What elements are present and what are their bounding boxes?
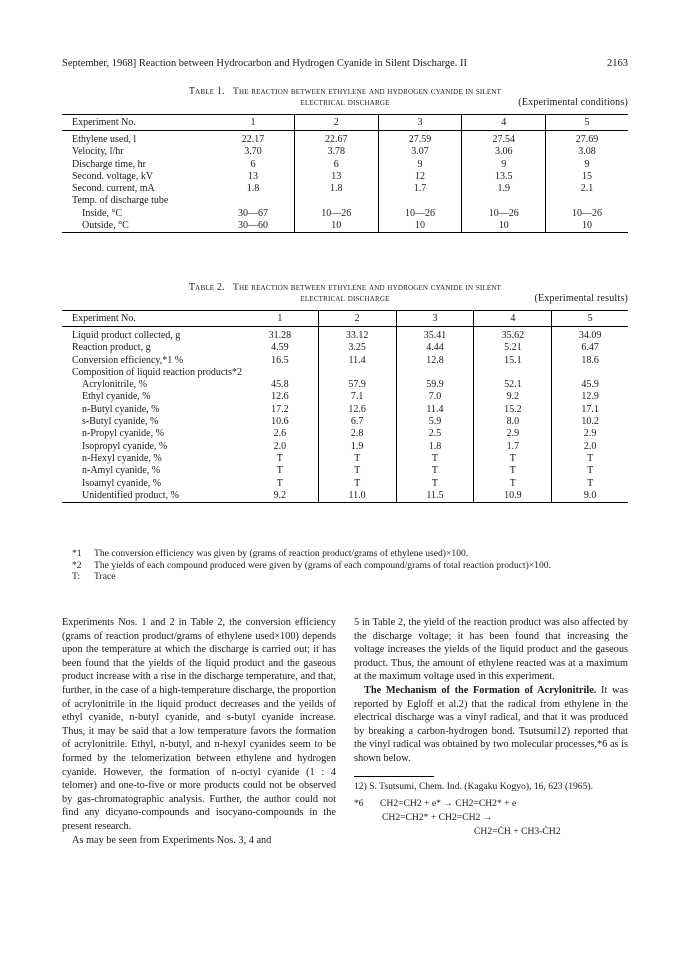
table-cell: 31.28 — [268, 330, 292, 341]
section-text: It was reported by Egloff et al.2) that the radical from ethylene in the electrical discharge was a vinyl radical, and that it was produced by breaking a carbon-hydrogen bond. Tsutsumi12) reported that the vinyl radical was obtained by two molecular processes,*6 as is shown below. — [354, 684, 628, 764]
table-cell: 12.9 — [552, 391, 628, 403]
table-cell: 27.69 — [546, 131, 628, 147]
table-cell: T — [276, 452, 283, 464]
table-cell: 9 — [462, 159, 546, 171]
table-cell: 5.21 — [474, 342, 552, 354]
table-1 — [62, 114, 628, 233]
table-row — [62, 327, 628, 343]
table-row — [62, 171, 628, 183]
table-cell: 3.70 — [244, 146, 262, 158]
table-cell: 34.09 — [552, 327, 628, 343]
table-cell: T — [318, 465, 396, 477]
table-cell: T — [276, 477, 283, 489]
table-cell: 2.6 — [273, 428, 287, 440]
row-label: Conversion efficiency,*1 % — [72, 354, 184, 366]
table-1-block — [62, 86, 628, 233]
table-row — [62, 131, 628, 147]
table-2-exp-1: 1 — [277, 313, 283, 324]
table-cell: 12.6 — [318, 404, 396, 416]
table-cell: 11.4 — [396, 404, 474, 416]
body-paragraph-4 — [354, 684, 628, 766]
row-label: Inside, °C — [82, 207, 123, 219]
table-cell — [462, 195, 546, 207]
table-cell: 17.1 — [552, 404, 628, 416]
table-row — [62, 146, 628, 158]
table-cell: T — [552, 478, 628, 490]
table-cell: 2.0 — [552, 441, 628, 453]
table-cell: 1.9 — [462, 183, 546, 195]
table-cell — [546, 195, 628, 207]
table-cell: 10 — [546, 220, 628, 233]
table-2-block — [62, 282, 628, 503]
row-label: Second. voltage, kV — [72, 170, 154, 182]
table-cell: 10.6 — [271, 416, 289, 428]
row-label: Liquid product collected, g — [72, 330, 181, 341]
table-cell: 35.62 — [474, 327, 552, 343]
row-label: Reaction product, g — [72, 342, 151, 354]
table-1-label: Table 1. — [188, 86, 225, 97]
table-cell: 2.0 — [273, 440, 287, 452]
table-cell — [294, 195, 378, 207]
table-2-title: The reaction between ethylene and hydrogen cyanide in silent — [232, 283, 502, 293]
row-label: Ethyl cyanide, % — [82, 391, 151, 403]
table-cell: 7.0 — [396, 391, 474, 403]
table-2-exp-4: 4 — [474, 311, 552, 327]
row-label: n-Butyl cyanide, % — [82, 403, 160, 415]
table-2-caption — [62, 282, 628, 304]
table-cell: 16.5 — [271, 354, 289, 366]
equation-3: CH2=ĊH + CH3-ĊH2 — [474, 825, 561, 837]
row-label: s-Butyl cyanide, % — [82, 416, 159, 428]
table-cell: 57.9 — [318, 379, 396, 391]
table-cell: 3.78 — [294, 146, 378, 158]
table-row — [62, 490, 628, 503]
table-cell: T — [474, 453, 552, 465]
table-1-header-row — [62, 115, 628, 131]
table-cell — [212, 195, 294, 207]
table-cell — [396, 367, 474, 379]
table-1-exp-2: 2 — [294, 115, 378, 131]
table-row — [62, 355, 628, 367]
table-cell: 2.9 — [552, 428, 628, 440]
table-cell: 5.9 — [396, 416, 474, 428]
footnote-3-text: Trace — [94, 571, 116, 582]
table-cell: 1.7 — [474, 441, 552, 453]
table-cell: T — [474, 478, 552, 490]
table-cell: 3.06 — [462, 146, 546, 158]
table-cell: 45.9 — [552, 379, 628, 391]
table-cell: 45.8 — [271, 379, 289, 391]
table-cell: 13.5 — [462, 171, 546, 183]
table-cell: 10 — [462, 220, 546, 233]
table-cell: 10 — [378, 220, 462, 233]
table-1-exp-4: 4 — [462, 115, 546, 131]
footnote-1-text: The conversion efficiency was given by (grams of reaction product/grams of ethylene used)×100. — [94, 548, 469, 559]
table-cell: 22.67 — [294, 131, 378, 147]
table-1-caption — [62, 86, 628, 108]
footnote-2-text: The yields of each compound produced were given by (grams of each compound/grams of total reaction product)×100. — [94, 559, 551, 571]
footnote-3-mark: T: — [72, 571, 81, 582]
row-label: Ethylene used, l — [72, 134, 137, 145]
table-cell — [318, 367, 396, 379]
table-cell: 6 — [250, 158, 256, 170]
table-row — [62, 342, 628, 354]
table-cell — [242, 367, 318, 379]
table-cell: 3.07 — [378, 146, 462, 158]
table-1-body — [62, 131, 628, 233]
equation-mark: *6 — [354, 797, 364, 809]
reference-12: 12) S. Tsutsumi, Chem. Ind. (Kagaku Kogyo), 16, 623 (1965). — [354, 780, 593, 792]
table-cell: 10—26 — [546, 208, 628, 220]
table-cell: 4.59 — [271, 342, 289, 354]
table-row — [62, 441, 628, 453]
reaction-equations — [354, 797, 628, 839]
table-1-title-line2: electrical discharge — [300, 98, 390, 108]
table-cell — [378, 195, 462, 207]
table-cell: T — [474, 465, 552, 477]
table-1-condition: (Experimental conditions) — [518, 97, 628, 108]
table-cell: 8.0 — [474, 416, 552, 428]
table-cell: 1.8 — [396, 441, 474, 453]
table-cell — [474, 367, 552, 379]
table-cell: T — [318, 478, 396, 490]
table-1-exp-5: 5 — [546, 115, 628, 131]
table-cell: 9 — [546, 159, 628, 171]
body-paragraph-1: Experiments Nos. 1 and 2 in Table 2, the conversion efficiency (grams of reaction product/grams of ethylene used×100) depends upon the temperature at which the discharge is carried out; it has been found that the yields of the liquid product and the gaseous product increase with a rise in the discharge temperature, and that, further, in the case of a high-temperature discharge, the proportion of acrylonitrile in the liquid product decreases and the yeilds of ethyl cyanide, n-butyl cyanide, and s-butyl cyanide increase. Thus, it may be said that a low temperature favors the formation of acrylonitrile. Ethyl, n-butyl, and n-hexyl cyanides seem to be formed by the telomerization between ethylene and hydrogen cyanide. However, the formation of n-octyl cyanide (1 : 4 telomer) and one-to-five or more products could not be observed by gas-chromatographic analysis. Further, the author could not find any dicyano-compounds and isocyano-compounds in the present research. — [62, 617, 336, 832]
table-row — [62, 379, 628, 391]
table-cell: 2.9 — [474, 428, 552, 440]
table-cell: 35.41 — [396, 327, 474, 343]
table-2-exp-2: 2 — [318, 311, 396, 327]
running-header — [62, 58, 628, 69]
table-cell: 15.1 — [474, 355, 552, 367]
table-cell: 9 — [378, 159, 462, 171]
table-cell: 33.12 — [318, 327, 396, 343]
table-2-header-row — [62, 311, 628, 327]
table-cell: 17.2 — [271, 403, 289, 415]
table-cell: 2.1 — [546, 183, 628, 195]
row-label: Composition of liquid reaction products*2 — [72, 366, 242, 378]
table-row — [62, 391, 628, 403]
table-2-body — [62, 327, 628, 503]
table-cell: 22.17 — [241, 134, 265, 145]
table-cell: 9.0 — [552, 490, 628, 503]
equation-1-text: CH2=CH2 + e* → CH2=CH2* + e — [380, 797, 517, 809]
table-row — [62, 416, 628, 428]
table-1-exp-1: 1 — [250, 117, 256, 128]
table-cell: 12.8 — [396, 355, 474, 367]
table-row — [62, 465, 628, 477]
table-2-title-line2: electrical discharge — [300, 294, 390, 304]
table-cell: 1.8 — [246, 183, 260, 195]
body-right-column — [354, 616, 628, 839]
table-cell: 9.2 — [474, 391, 552, 403]
footnote-1 — [72, 548, 628, 560]
table-cell: 1.7 — [378, 183, 462, 195]
table-cell: 4.44 — [396, 342, 474, 354]
table-cell: 18.6 — [552, 355, 628, 367]
table-row — [62, 478, 628, 490]
table-cell: 27.54 — [462, 131, 546, 147]
row-label: Velocity, l/hr — [72, 146, 124, 158]
row-label: Outside, °C — [82, 220, 129, 232]
table-cell: 52.1 — [474, 379, 552, 391]
row-label: n-Amyl cyanide, % — [82, 465, 161, 477]
table-cell: 13 — [247, 170, 258, 182]
table-1-col-header: Experiment No. — [72, 117, 136, 128]
table-cell: 6.47 — [552, 342, 628, 354]
footnote-3 — [72, 571, 628, 583]
table-cell: 2.8 — [318, 428, 396, 440]
table-cell: 13 — [294, 171, 378, 183]
row-label: Isoamyl cyanide, % — [82, 477, 162, 489]
table-1-exp-3: 3 — [378, 115, 462, 131]
table-cell: 3.25 — [318, 342, 396, 354]
table-cell: 10 — [294, 220, 378, 233]
table-2-col-header: Experiment No. — [72, 313, 136, 324]
table-cell: 27.59 — [378, 131, 462, 147]
table-cell: 2.5 — [396, 428, 474, 440]
table-row — [62, 220, 628, 233]
section-heading: The Mechanism of the Formation of Acrylonitrile. — [364, 684, 597, 696]
row-label: Temp. of discharge tube — [72, 195, 169, 207]
page-number: 2163 — [607, 58, 628, 69]
row-label: Discharge time, hr — [72, 158, 146, 170]
table-row — [62, 208, 628, 220]
table-cell: 12.6 — [271, 391, 289, 403]
table-cell: 9.2 — [273, 489, 287, 501]
table-1-title: The reaction between ethylene and hydrogen cyanide in silent — [232, 87, 502, 97]
body-paragraph-3: 5 in Table 2, the yield of the reaction product was also affected by the discharge voltage; it has been found that increasing the voltage increases the yields of the liquid product and the gaseous product. Thus, the amount of ethylene reacted was at a maximum at the maximum voltage used in this experiment. — [354, 617, 628, 683]
table-2-exp-5: 5 — [552, 311, 628, 327]
table-row — [62, 195, 628, 207]
table-cell: T — [552, 465, 628, 477]
table-cell: 10.2 — [552, 416, 628, 428]
table-cell: 15 — [546, 171, 628, 183]
equation-1 — [354, 797, 628, 811]
table-cell: 30—67 — [237, 207, 268, 219]
table-2-condition: (Experimental results) — [534, 293, 628, 304]
table-cell: 11.0 — [318, 490, 396, 503]
table-cell: 10—26 — [378, 208, 462, 220]
table-cell: T — [396, 478, 474, 490]
table-cell: 1.9 — [318, 441, 396, 453]
table-row — [62, 453, 628, 465]
table-cell — [552, 367, 628, 379]
table-2 — [62, 310, 628, 503]
table-cell: 6.7 — [318, 416, 396, 428]
table-cell: 11.5 — [396, 490, 474, 503]
table-cell: 15.2 — [474, 404, 552, 416]
table-row — [62, 159, 628, 171]
table-cell: T — [276, 465, 283, 477]
footnote-2-mark: *2 — [72, 559, 82, 571]
footnote-2 — [72, 560, 628, 572]
table-cell: 11.4 — [318, 355, 396, 367]
row-label: Second. current, mA — [72, 183, 155, 195]
running-title: September, 1968] Reaction between Hydrocarbon and Hydrogen Cyanide in Silent Discharge. II — [62, 58, 467, 69]
table-cell: 7.1 — [318, 391, 396, 403]
footnote-1-mark: *1 — [72, 548, 82, 559]
table-footnotes — [72, 548, 628, 583]
table-cell: 10—26 — [462, 208, 546, 220]
table-cell: 12 — [378, 171, 462, 183]
table-cell: 59.9 — [396, 379, 474, 391]
row-label: n-Hexyl cyanide, % — [82, 452, 162, 464]
table-cell: T — [552, 453, 628, 465]
table-cell: T — [396, 465, 474, 477]
table-cell: T — [396, 453, 474, 465]
table-cell: 6 — [294, 159, 378, 171]
table-2-exp-3: 3 — [396, 311, 474, 327]
table-row — [62, 183, 628, 195]
body-left-column — [62, 616, 336, 847]
row-label: n-Propyl cyanide, % — [82, 428, 164, 440]
table-row — [62, 404, 628, 416]
row-label: Isopropyl cyanide, % — [82, 440, 168, 452]
table-row — [62, 428, 628, 440]
footnote-rule — [354, 776, 434, 777]
table-cell: 3.08 — [546, 146, 628, 158]
table-cell: 30—60 — [237, 220, 268, 232]
table-2-label: Table 2. — [188, 282, 225, 293]
table-row — [62, 367, 628, 379]
table-cell: 10—26 — [294, 208, 378, 220]
row-label: Acrylonitrile, % — [82, 379, 147, 391]
table-cell: T — [318, 453, 396, 465]
equation-2: CH2=CH2* + CH2=CH2 → — [382, 811, 493, 823]
table-cell: 10.9 — [474, 490, 552, 503]
table-cell: 1.8 — [294, 183, 378, 195]
body-paragraph-2: As may be seen from Experiments Nos. 3, 4 and — [72, 834, 272, 846]
row-label: Unidentified product, % — [82, 489, 179, 501]
